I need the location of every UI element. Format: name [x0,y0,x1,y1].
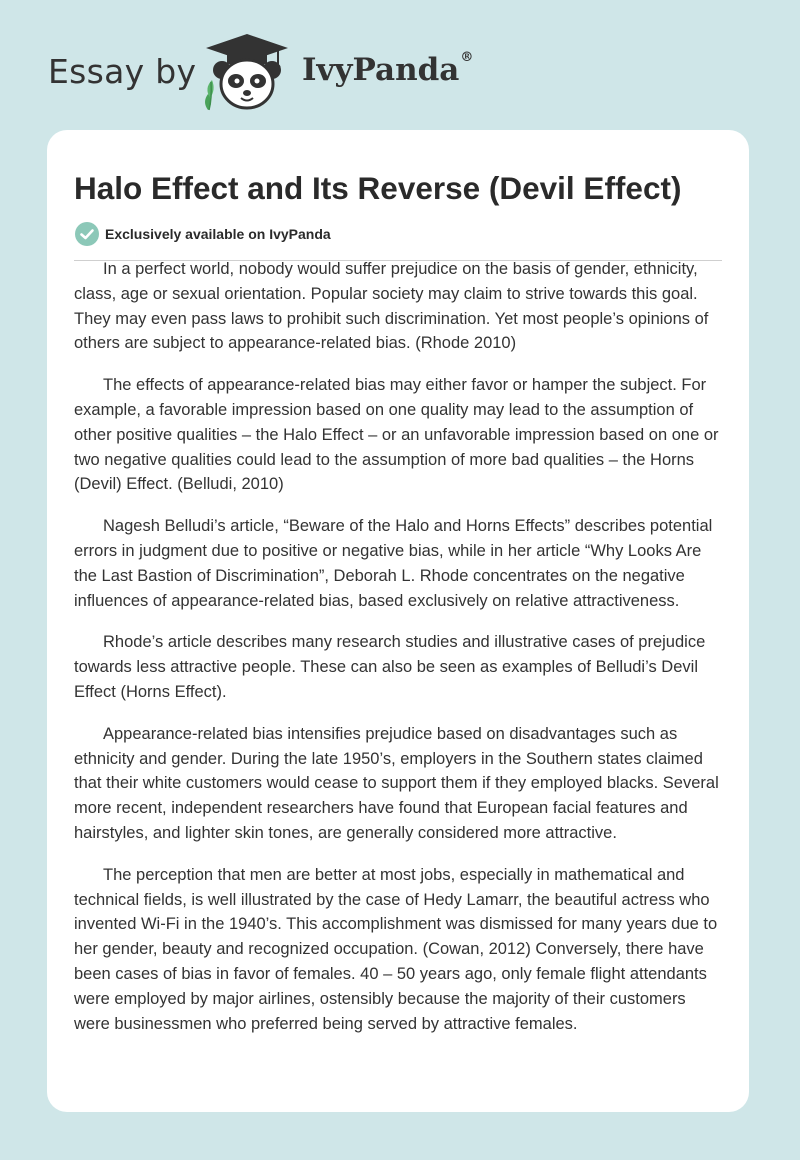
paragraph: In a perfect world, nobody would suffer prejudice on the basis of gender, ethnicity, class, age or sexual orientation. Popular society may claim to strive towards this goal. They may even pass laws to prohibit such discrimination. Yet most people’s opinions of others are subject to appearance-related bias. (Rhode 2010) [74,260,709,353]
essay-title: Halo Effect and Its Reverse (Devil Effect) [74,170,682,206]
brand-name[interactable] [302,52,473,88]
panda-logo-icon[interactable] [200,32,295,112]
paragraph: The effects of appearance-related bias may either favor or hamper the subject. For example, a favorable impression based on one quality may lead to the assumption of other positive qualities – the Halo Effect – or an unfavorable impression based on one or two negative qualities could lead to the assumption of more bad qualities – the Horns (Devil) Effect. (Belludi, 2010) [74,376,719,494]
trademark-symbol: ® [460,50,474,65]
paragraph: Rhode’s article describes many research studies and illustrative cases of prejudice towards less attractive people. These can also be seen as examples of Belludi’s Devil Effect (Horns Effect). [74,633,706,701]
paragraph: Nagesh Belludi’s article, “Beware of the Halo and Horns Effects” describes potential errors in judgment due to positive or negative bias, while in her article “Why Looks Are the Last Bastion of Discrimination”, Deborah L. Rhode concentrates on the negative influences of appearance-related bias, based exclusively on relative attractiveness. [74,517,713,610]
badge-text: Exclusively available on IvyPanda [105,226,331,242]
essay-body [74,257,726,1053]
paragraph: Appearance-related bias intensifies prejudice based on disadvantages such as ethnicity and gender. During the late 1950’s, employers in the Southern states claimed that their white customers would cease to support them if they employed blacks. Several more recent, independent researchers have found that European facial features and hairstyles, and lighter skin tones, are generally considered more attractive. [74,724,719,842]
brand-text: IvyPanda [302,52,460,88]
exclusive-badge [75,222,331,246]
essay-by-label: Essay by [48,52,197,91]
paragraph: The perception that men are better at most jobs, especially in mathematical and technical fields, is well illustrated by the case of Hedy Lamarr, the beautiful actress who invented Wi-Fi in the 1940’s. This accomplishment was dismissed for many years due to her gender, beauty and recognized occupation. (Cowan, 2012) Conversely, there have been cases of bias in favor of females. 40 – 50 years ago, only female flight attendants were employed by major airlines, ostensibly because the majority of their customers were businessmen who preferred being served by attractive females. [74,865,718,1033]
essay-card [47,130,749,1112]
site-header [0,0,800,125]
check-circle-icon [75,222,99,246]
